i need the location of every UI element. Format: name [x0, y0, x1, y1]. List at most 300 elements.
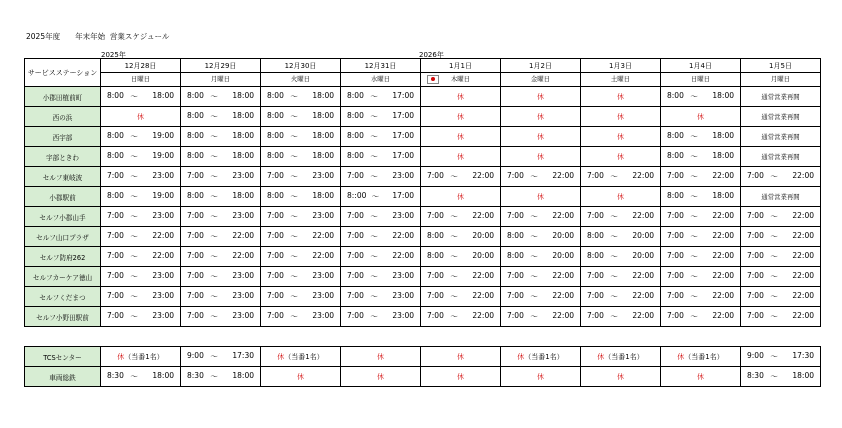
tilde: ～	[130, 192, 138, 201]
date-label: 1月4日	[661, 60, 740, 73]
open-time: 7:00	[667, 311, 684, 320]
time-range	[661, 131, 740, 142]
station-name: 西の浜	[25, 107, 101, 127]
tilde: ～	[770, 352, 778, 361]
close-time: 23:00	[392, 311, 414, 320]
close-time: 22:00	[712, 231, 734, 240]
time-range	[421, 291, 500, 302]
time-range	[581, 171, 660, 182]
table-row	[25, 167, 821, 187]
table-row	[25, 307, 821, 327]
hours-cell	[261, 207, 341, 227]
open-time: 7:00	[347, 271, 364, 280]
hours-cell	[501, 167, 581, 187]
open-time: 8:00	[507, 251, 524, 260]
time-range	[741, 211, 820, 222]
weekday-text: 金曜日	[530, 74, 551, 83]
open-time: 8:00	[347, 151, 364, 160]
tilde: ～	[371, 192, 380, 201]
station-name: セルフ山口プラザ	[25, 227, 101, 247]
tilde: ～	[530, 312, 538, 321]
hours-cell	[261, 287, 341, 307]
close-time: 22:00	[712, 291, 734, 300]
time-range	[581, 211, 660, 222]
header-row	[25, 59, 821, 87]
tilde: ～	[610, 312, 618, 321]
hours-cell	[741, 227, 821, 247]
open-time: 7:00	[267, 291, 284, 300]
close-time: 22:00	[392, 251, 414, 260]
open-time: 7:00	[107, 211, 124, 220]
weekday-text: 月曜日	[770, 74, 791, 83]
hours-cell	[261, 187, 341, 207]
time-range	[341, 151, 420, 162]
time-range	[181, 171, 260, 182]
open-time: 9:00	[747, 351, 764, 360]
hours-cell	[581, 167, 661, 187]
open-time: 7:00	[507, 311, 524, 320]
hours-cell	[261, 227, 341, 247]
time-range	[341, 311, 420, 322]
weekday-label	[181, 73, 260, 86]
close-time: 23:00	[232, 291, 254, 300]
close-time: 18:00	[312, 191, 334, 200]
time-range	[261, 191, 340, 202]
open-time: 7:00	[427, 211, 444, 220]
hours-cell	[101, 287, 181, 307]
time-range	[581, 291, 660, 302]
close-time: 23:00	[312, 291, 334, 300]
time-range	[421, 171, 500, 182]
time-range	[261, 291, 340, 302]
tilde: ～	[770, 312, 778, 321]
tilde: ～	[290, 192, 298, 201]
hours-cell	[421, 267, 501, 287]
tilde: ～	[210, 172, 218, 181]
hours-cell	[181, 347, 261, 367]
open-time: 8:00	[427, 231, 444, 240]
open-time: 7:00	[667, 291, 684, 300]
tilde: ～	[130, 212, 138, 221]
close-time: 20:00	[472, 231, 494, 240]
tilde: ～	[530, 212, 538, 221]
tilde: ～	[690, 292, 698, 301]
close-time: 22:00	[392, 231, 414, 240]
weekday-text: 月曜日	[210, 74, 231, 83]
close-time: 23:00	[312, 311, 334, 320]
close-time: 22:00	[552, 171, 574, 180]
close-time: 22:00	[552, 211, 574, 220]
time-range	[261, 251, 340, 262]
time-range	[661, 151, 740, 162]
close-time: 17:30	[232, 351, 254, 360]
note-cell: 通常営業再開	[741, 87, 821, 107]
hours-cell	[101, 307, 181, 327]
hours-cell	[261, 247, 341, 267]
open-time: 7:00	[747, 291, 764, 300]
tilde: ～	[450, 212, 458, 221]
tilde: ～	[290, 132, 298, 141]
open-time: 7:00	[107, 271, 124, 280]
hours-cell	[421, 247, 501, 267]
close-time: 22:00	[152, 251, 174, 260]
hours-cell	[741, 207, 821, 227]
close-time: 22:00	[632, 291, 654, 300]
closed-cell: 休	[661, 367, 741, 387]
time-range	[341, 271, 420, 282]
time-range	[101, 131, 180, 142]
station-name: 小郡駅前	[25, 187, 101, 207]
hours-cell	[421, 287, 501, 307]
closed-mark: 休	[677, 352, 685, 361]
closed-mark: 休	[277, 352, 285, 361]
time-range	[741, 291, 820, 302]
close-time: 22:00	[792, 291, 814, 300]
time-range	[341, 131, 420, 142]
tilde: ～	[370, 132, 378, 141]
hours-cell	[341, 287, 421, 307]
weekday-label	[421, 73, 500, 86]
open-time: 7:00	[187, 271, 204, 280]
duty-note: （当番1名）	[124, 352, 164, 361]
time-range	[101, 151, 180, 162]
close-time: 18:00	[232, 91, 254, 100]
tilde: ～	[130, 92, 138, 101]
time-range	[101, 191, 180, 202]
close-time: 23:00	[232, 271, 254, 280]
time-range	[101, 311, 180, 322]
time-range	[661, 211, 740, 222]
hours-cell	[741, 287, 821, 307]
open-time: 7:00	[267, 171, 284, 180]
open-time: 7:00	[267, 211, 284, 220]
open-time: 7:00	[667, 211, 684, 220]
tilde: ～	[690, 312, 698, 321]
close-time: 22:00	[232, 231, 254, 240]
close-time: 22:00	[312, 251, 334, 260]
open-time: 8:00	[667, 191, 684, 200]
tilde: ～	[370, 272, 378, 281]
time-range	[261, 311, 340, 322]
close-time: 22:00	[472, 271, 494, 280]
open-time: 7:00	[187, 311, 204, 320]
tilde: ～	[290, 272, 298, 281]
hours-cell	[341, 267, 421, 287]
time-range	[181, 91, 260, 102]
close-time: 23:00	[152, 171, 174, 180]
time-range	[181, 371, 260, 382]
close-time: 17:30	[792, 351, 814, 360]
closed-cell: 休	[581, 367, 661, 387]
schedule-table	[24, 58, 821, 327]
duty-cell	[101, 347, 181, 367]
table-row	[25, 287, 821, 307]
open-time: 7:00	[667, 231, 684, 240]
close-time: 22:00	[312, 231, 334, 240]
tilde: ～	[290, 172, 298, 181]
station-name: 宇部ときわ	[25, 147, 101, 167]
hours-cell	[261, 127, 341, 147]
tilde: ～	[530, 172, 538, 181]
open-time: 8:00	[187, 191, 204, 200]
close-time: 20:00	[632, 251, 654, 260]
tilde: ～	[210, 312, 218, 321]
open-time: 8:30	[187, 371, 204, 380]
tilde: ～	[690, 192, 698, 201]
open-time: 7:00	[667, 251, 684, 260]
open-time: 7:00	[107, 251, 124, 260]
hours-cell	[101, 207, 181, 227]
open-time: 7:00	[107, 171, 124, 180]
time-range	[741, 351, 820, 362]
tilde: ～	[450, 252, 458, 261]
close-time: 23:00	[232, 211, 254, 220]
station-name: セルフ小野田駅前	[25, 307, 101, 327]
date-header	[341, 59, 421, 87]
closed-cell: 休	[581, 107, 661, 127]
open-time: 7:00	[267, 231, 284, 240]
closed-cell: 休	[501, 127, 581, 147]
open-time: 8:00	[667, 131, 684, 140]
open-time: 9:00	[187, 351, 204, 360]
close-time: 18:00	[152, 91, 174, 100]
hours-cell	[101, 187, 181, 207]
table-row	[25, 207, 821, 227]
close-time: 23:00	[152, 211, 174, 220]
open-time: 7:00	[587, 211, 604, 220]
open-time: 8:00	[187, 111, 204, 120]
date-label: 12月29日	[181, 60, 260, 73]
station-name: セルフくだまつ	[25, 287, 101, 307]
open-time: 7:00	[747, 211, 764, 220]
tilde: ～	[130, 172, 138, 181]
time-range	[741, 231, 820, 242]
hours-cell	[261, 147, 341, 167]
tilde: ～	[370, 212, 378, 221]
time-range	[501, 311, 580, 322]
time-range	[101, 371, 180, 382]
tilde: ～	[450, 292, 458, 301]
tilde: ～	[610, 232, 618, 241]
time-range	[101, 291, 180, 302]
hours-cell	[261, 87, 341, 107]
hours-cell	[501, 207, 581, 227]
hours-cell	[181, 187, 261, 207]
tilde: ～	[690, 92, 698, 101]
time-range	[501, 211, 580, 222]
close-time: 22:00	[632, 171, 654, 180]
time-range	[181, 311, 260, 322]
hours-cell	[661, 147, 741, 167]
hours-cell	[341, 87, 421, 107]
date-label: 1月5日	[741, 60, 820, 73]
time-range	[341, 231, 420, 242]
duty-note: （当番1名）	[284, 352, 324, 361]
hours-cell	[661, 87, 741, 107]
table-row	[25, 227, 821, 247]
tilde: ～	[210, 252, 218, 261]
duty-note: （当番1名）	[604, 352, 644, 361]
time-range	[341, 191, 420, 202]
tilde: ～	[610, 252, 618, 261]
hours-cell	[501, 267, 581, 287]
open-time: 7:00	[347, 291, 364, 300]
hours-cell	[581, 307, 661, 327]
date-label: 1月2日	[501, 60, 580, 73]
close-time: 18:00	[312, 91, 334, 100]
tilde: ～	[450, 312, 458, 321]
tilde: ～	[690, 212, 698, 221]
weekday-text: 日曜日	[690, 74, 711, 83]
table-row	[25, 367, 821, 387]
note-cell: 通常営業再開	[741, 127, 821, 147]
date-header	[661, 59, 741, 87]
date-label: 12月31日	[341, 60, 420, 73]
hours-cell	[101, 87, 181, 107]
hours-cell	[581, 267, 661, 287]
open-time: 8:00	[347, 131, 364, 140]
open-time: 8:00	[187, 131, 204, 140]
hours-cell	[421, 307, 501, 327]
time-range	[661, 271, 740, 282]
close-time: 22:00	[632, 311, 654, 320]
open-time: 7:00	[427, 271, 444, 280]
open-time: 8:00	[107, 91, 124, 100]
open-time: 7:00	[747, 311, 764, 320]
duty-note: （当番1名）	[684, 352, 724, 361]
tilde: ～	[210, 212, 218, 221]
open-time: 7:00	[667, 171, 684, 180]
close-time: 23:00	[392, 271, 414, 280]
hours-cell	[501, 307, 581, 327]
time-range	[421, 311, 500, 322]
closed-mark: 休	[117, 352, 125, 361]
close-time: 19:00	[152, 191, 174, 200]
time-range	[261, 131, 340, 142]
tilde: ～	[610, 212, 618, 221]
hours-cell	[181, 227, 261, 247]
time-range	[181, 111, 260, 122]
table-row	[25, 87, 821, 107]
weekday-label	[661, 73, 740, 86]
tilde: ～	[130, 272, 138, 281]
hours-cell	[661, 227, 741, 247]
tilde: ～	[290, 212, 298, 221]
station-name: セルフ防府262	[25, 247, 101, 267]
time-range	[421, 231, 500, 242]
note-cell: 通常営業再開	[741, 147, 821, 167]
close-time: 22:00	[712, 271, 734, 280]
close-time: 23:00	[392, 211, 414, 220]
close-time: 22:00	[472, 311, 494, 320]
close-time: 22:00	[712, 171, 734, 180]
time-range	[341, 171, 420, 182]
open-time: 8:00	[267, 191, 284, 200]
hours-cell	[101, 227, 181, 247]
date-label: 12月30日	[261, 60, 340, 73]
open-time: 7:00	[187, 251, 204, 260]
hours-cell	[581, 207, 661, 227]
open-time: 7:00	[427, 291, 444, 300]
tilde: ～	[130, 152, 138, 161]
time-range	[741, 271, 820, 282]
tilde: ～	[370, 112, 378, 121]
tilde: ～	[210, 292, 218, 301]
time-range	[741, 171, 820, 182]
tilde: ～	[290, 232, 298, 241]
tilde: ～	[370, 252, 378, 261]
open-time: 7:00	[347, 311, 364, 320]
open-time: 7:00	[107, 231, 124, 240]
tilde: ～	[210, 152, 218, 161]
open-time: 7:00	[587, 311, 604, 320]
close-time: 18:00	[792, 371, 814, 380]
time-range	[341, 291, 420, 302]
open-time: 8:00	[667, 91, 684, 100]
tilde: ～	[370, 172, 378, 181]
time-range	[261, 211, 340, 222]
closed-cell: 休	[501, 187, 581, 207]
service-station-header: サービスステーション	[25, 59, 101, 87]
time-range	[421, 251, 500, 262]
hours-cell	[661, 207, 741, 227]
tilde: ～	[770, 232, 778, 241]
close-time: 22:00	[712, 311, 734, 320]
open-time: 8:00	[107, 151, 124, 160]
hours-cell	[501, 287, 581, 307]
open-time: 8:00	[187, 91, 204, 100]
open-time: 7:00	[747, 251, 764, 260]
time-range	[741, 311, 820, 322]
closed-cell: 休	[501, 87, 581, 107]
closed-cell: 休	[581, 187, 661, 207]
hours-cell	[741, 247, 821, 267]
table-row	[25, 147, 821, 167]
close-time: 18:00	[712, 191, 734, 200]
open-time: 8::00	[347, 191, 367, 200]
close-time: 18:00	[232, 371, 254, 380]
weekday-label	[341, 73, 420, 86]
close-time: 22:00	[792, 211, 814, 220]
closed-cell: 休	[501, 367, 581, 387]
time-range	[181, 251, 260, 262]
weekday-label	[741, 73, 820, 86]
hours-cell	[181, 207, 261, 227]
hours-cell	[341, 107, 421, 127]
station-name: TCSセンター	[25, 347, 101, 367]
close-time: 18:00	[232, 111, 254, 120]
tilde: ～	[210, 372, 218, 381]
open-time: 8:00	[187, 151, 204, 160]
tilde: ～	[210, 132, 218, 141]
hours-cell	[181, 247, 261, 267]
tilde: ～	[370, 292, 378, 301]
open-time: 8:00	[267, 131, 284, 140]
time-range	[661, 291, 740, 302]
closed-cell: 休	[421, 147, 501, 167]
time-range	[261, 231, 340, 242]
hours-cell	[101, 147, 181, 167]
tilde: ～	[530, 252, 538, 261]
tilde: ～	[530, 292, 538, 301]
hours-cell	[341, 227, 421, 247]
close-time: 18:00	[152, 371, 174, 380]
close-time: 18:00	[712, 131, 734, 140]
time-range	[181, 271, 260, 282]
date-label: 1月3日	[581, 60, 660, 73]
close-time: 18:00	[232, 151, 254, 160]
year-label-2026: 2026年	[419, 51, 444, 59]
